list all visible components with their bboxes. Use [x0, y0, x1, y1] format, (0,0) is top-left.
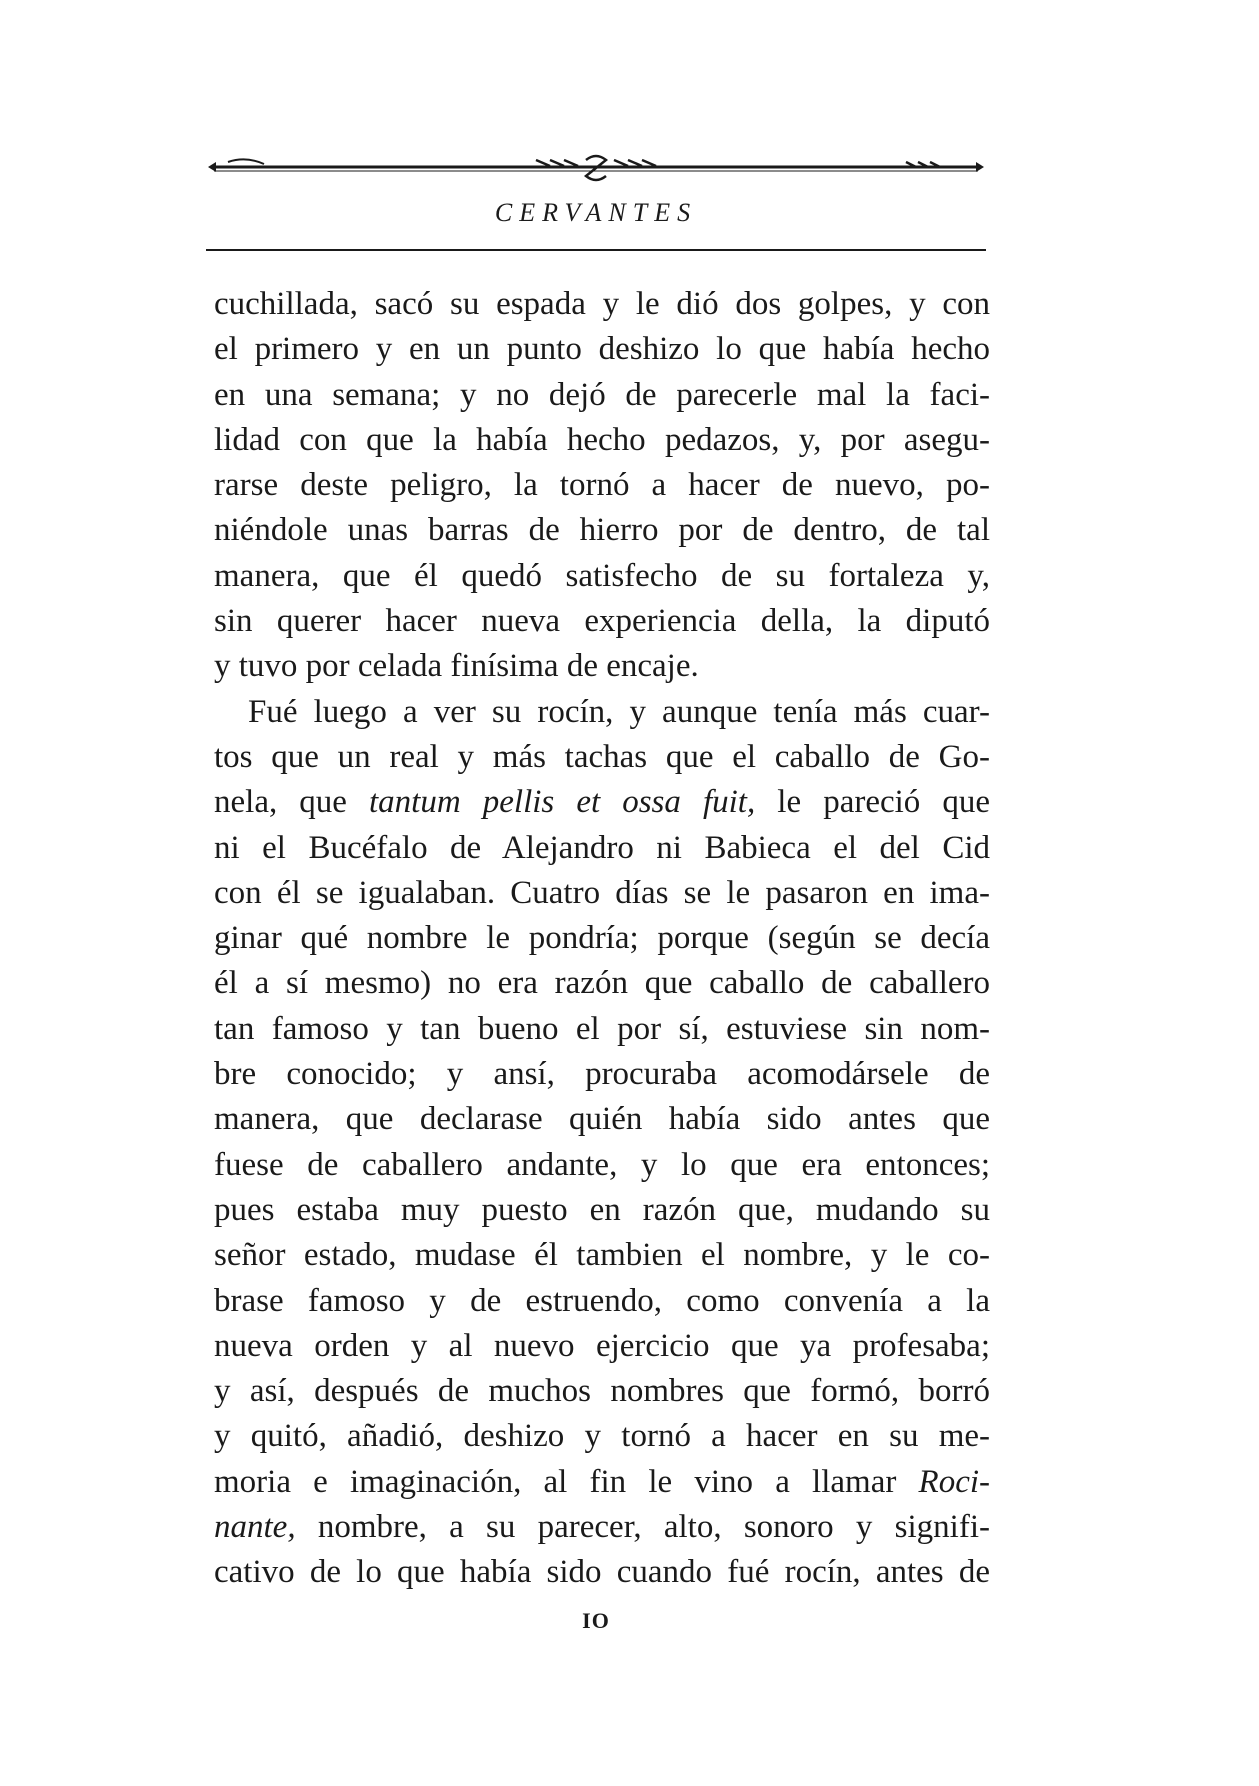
text-run: nombre, a su parecer, alto, sonoro y signifi- — [295, 1509, 990, 1546]
text-line — [214, 1505, 990, 1550]
text-line: él a sí mesmo) no era razón que caballo de caballero — [214, 965, 990, 1002]
text-line: manera, que él quedó satisfecho de su fortaleza y, — [214, 557, 990, 594]
header-rule — [206, 249, 986, 251]
text-line: con él se igualaban. Cuatro días se le pasaron en ima- — [214, 874, 990, 911]
text-line: rarse deste peligro, la tornó a hacer de nuevo, po- — [214, 467, 990, 504]
text-line: tos que un real y más tachas que el caballo de Go- — [214, 738, 990, 775]
text-line: en una semana; y no dejó de parecerle mal la faci- — [214, 376, 990, 413]
text-line: Fué luego a ver su rocín, y aunque tenía más cuar- — [248, 693, 990, 730]
name-rocinante-part: nante, — [214, 1509, 296, 1546]
header-ornament-icon — [206, 150, 986, 184]
page-number: IO — [582, 1608, 610, 1633]
text-line: ni el Bucéfalo de Alejandro ni Babieca el del Cid — [214, 829, 990, 866]
latin-quote: tantum pellis et ossa fuit, — [369, 784, 756, 821]
body-text — [214, 282, 990, 1596]
text-line — [214, 780, 990, 825]
text-run: moria e imaginación, al fin le vino a llamar — [214, 1463, 919, 1500]
running-head: CERVANTES — [494, 198, 698, 227]
text-line: y quitó, añadió, deshizo y tornó a hacer en su me- — [214, 1418, 990, 1455]
text-line: y tuvo por celada finísima de encaje. — [214, 648, 699, 685]
text-line: el primero y en un punto deshizo lo que había hecho — [214, 331, 990, 368]
text-line: cuchillada, sacó su espada y le dió dos golpes, y con — [214, 286, 990, 322]
text-line: cativo de lo que había sido cuando fué rocín, antes de — [214, 1554, 990, 1591]
text-line: nueva orden y al nuevo ejercicio que ya profesaba; — [214, 1327, 990, 1364]
text-line: tan famoso y tan bueno el por sí, estuviese sin nom- — [214, 1010, 990, 1047]
text-line: lidad con que la había hecho pedazos, y, por asegu- — [214, 421, 990, 458]
text-line: niéndole unas barras de hierro por de dentro, de tal — [214, 512, 990, 549]
text-line: pues estaba muy puesto en razón que, mudando su — [214, 1191, 990, 1228]
text-line: sin querer hacer nueva experiencia della, la diputó — [214, 603, 990, 640]
text-line: brase famoso y de estruendo, como convenía a la — [214, 1282, 990, 1319]
text-run: le pareció que — [755, 784, 991, 821]
name-rocinante-part: Roci- — [918, 1463, 990, 1500]
text-line: ginar qué nombre le pondría; porque (según se decía — [214, 920, 990, 957]
text-line: señor estado, mudase él tambien el nombre, y le co- — [214, 1237, 990, 1274]
text-line: bre conocido; y ansí, procuraba acomodársele de — [214, 1056, 990, 1093]
text-line: y así, después de muchos nombres que formó, borró — [214, 1373, 990, 1410]
text-line: manera, que declarase quién había sido antes que — [214, 1101, 990, 1138]
text-line: fuese de caballero andante, y lo que era entonces; — [214, 1146, 990, 1183]
text-line — [214, 1460, 990, 1505]
text-run: nela, que — [214, 784, 370, 821]
